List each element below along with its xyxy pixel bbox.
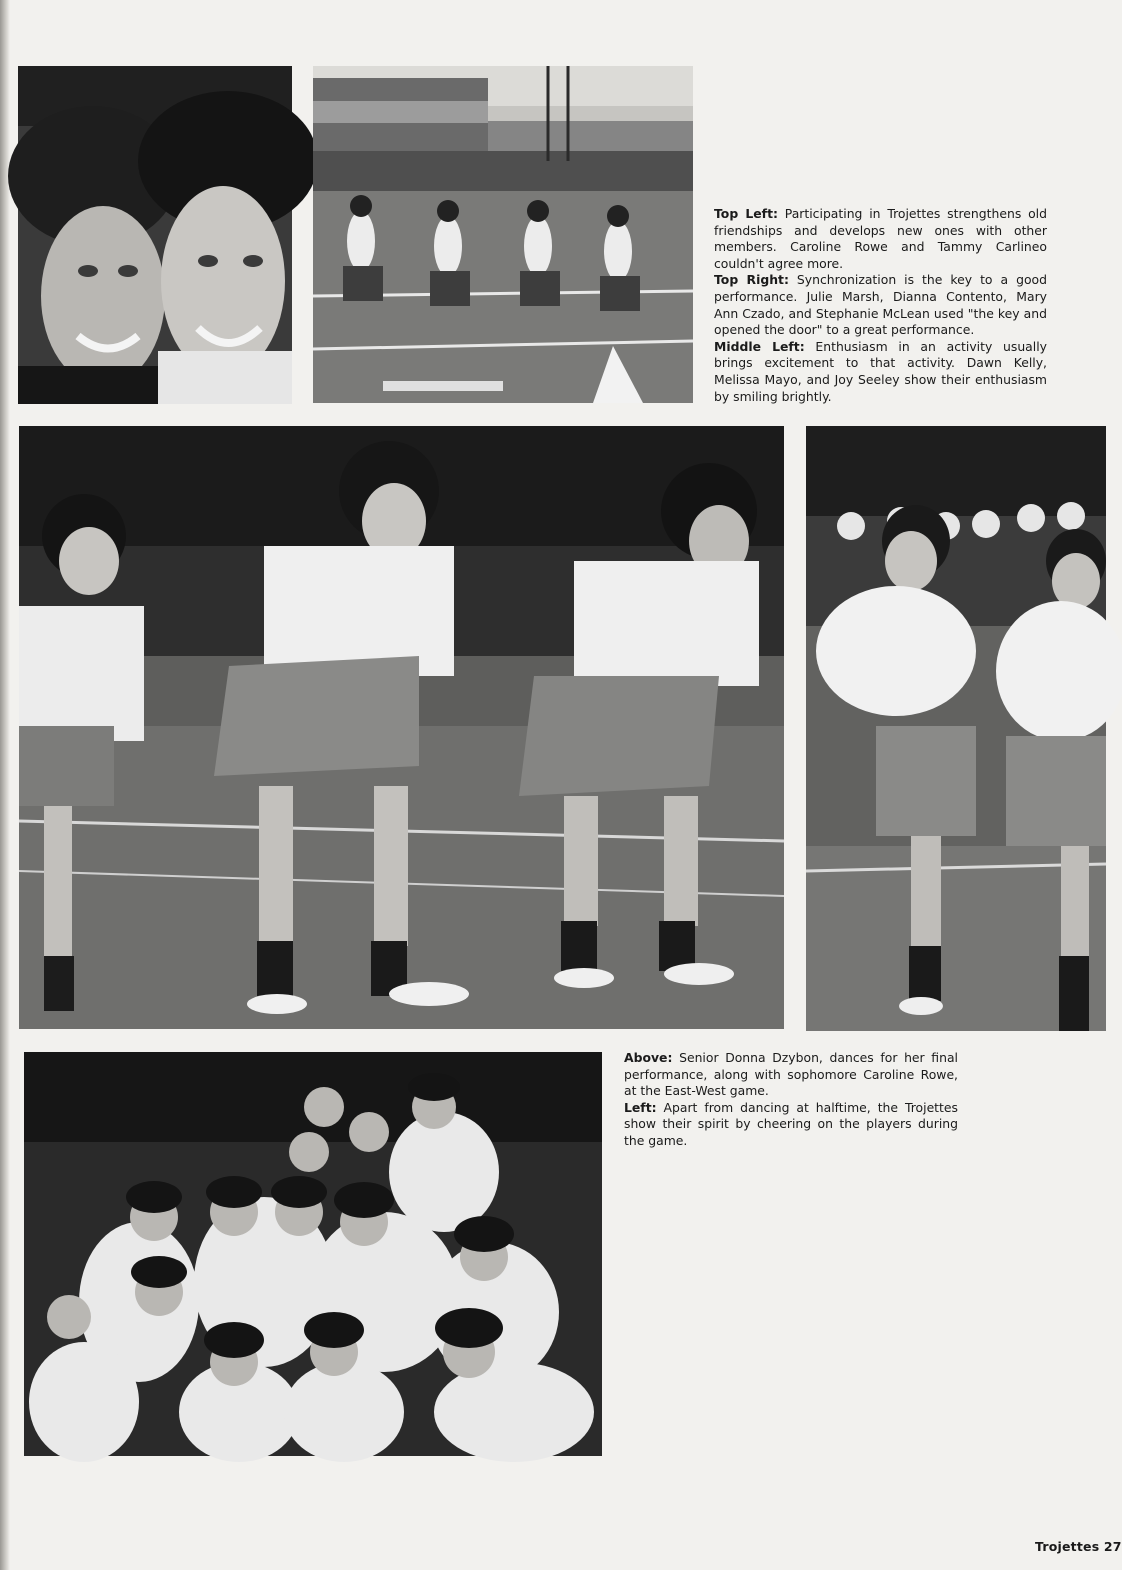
caption-label: Above: xyxy=(624,1050,673,1065)
caption-left xyxy=(624,1100,958,1150)
caption-label: Left: xyxy=(624,1099,657,1115)
caption-middle-left xyxy=(714,339,1047,405)
caption-text: Participating in Trojettes strengthens old friendships and develops new ones with other members. Caroline Rowe and Tammy Carlineo couldn't agree more. xyxy=(714,206,1047,271)
caption-top-right xyxy=(714,272,1047,338)
bottom-captions xyxy=(624,1050,958,1150)
top-captions xyxy=(714,206,1047,405)
page-spine-shadow xyxy=(0,0,10,1570)
caption-text: Apart from dancing at halftime, the Trojettes show their spirit by cheering on the players during the game. xyxy=(624,1099,958,1148)
photo-two-dancers-kicking xyxy=(806,426,1106,1031)
photo-group-cheering xyxy=(24,1052,602,1456)
caption-label: Top Right: xyxy=(714,272,789,288)
caption-top-left xyxy=(714,206,1047,272)
page-folio: Trojettes 27 xyxy=(1035,1539,1122,1554)
photo-two-smiling-girls xyxy=(18,66,292,404)
caption-label: Top Left: xyxy=(714,206,778,221)
caption-text: Senior Donna Dzybon, dances for her final performance, along with sophomore Caroline Rowe, at the East-West game. xyxy=(624,1050,958,1099)
caption-text: Enthusiasm in an activity usually brings excitement to that activity. Dawn Kelly, Melissa Mayo, and Joy Seeley show their enthusiasm by smiling brightly. xyxy=(714,338,1047,404)
caption-above xyxy=(624,1050,958,1100)
photo-three-dancers xyxy=(19,426,784,1029)
caption-label: Middle Left: xyxy=(714,338,805,354)
caption-text: Synchronization is the key to a good performance. Julie Marsh, Dianna Contento, Mary Ann Czado, and Stephanie McLean used "the key and opened the door" to a great performance. xyxy=(714,272,1047,338)
photo-dancers-on-field xyxy=(313,66,693,403)
